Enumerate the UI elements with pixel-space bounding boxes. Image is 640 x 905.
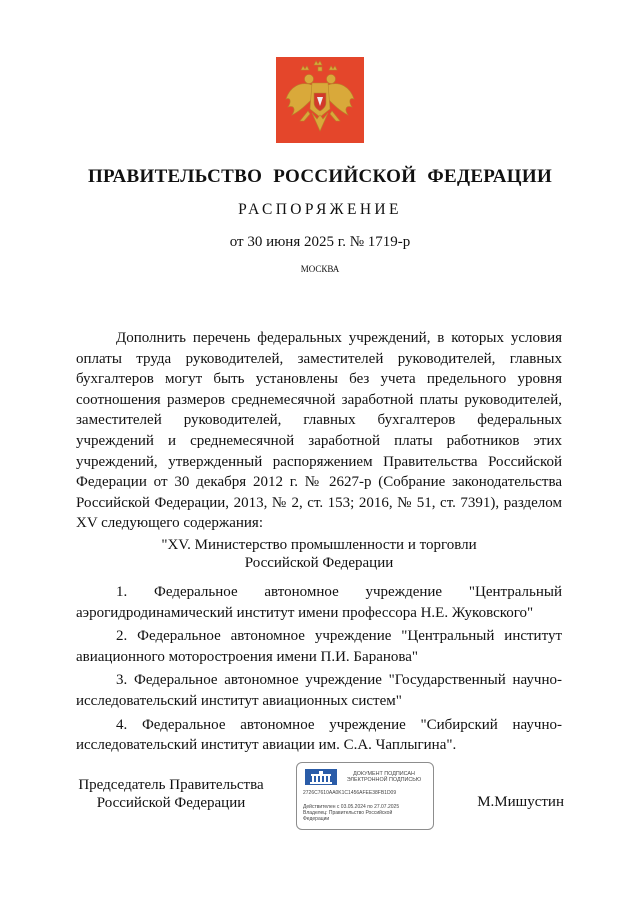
- list-item: 3. Федеральное автономное учреждение "Государственный научно-исследовательский институт авиационных систем": [76, 672, 562, 709]
- authority-title: ПРАВИТЕЛЬСТВО РОССИЙСКОЙ ФЕДЕРАЦИИ: [87, 166, 553, 187]
- coat-of-arms-icon: [276, 57, 364, 143]
- stamp-owner-line2: Федерации: [303, 815, 330, 822]
- section-title-line2: Российской Федерации: [244, 555, 394, 571]
- list-item: 1. Федеральное автономное учреждение "Центральный аэрогидродинамический институт имени профессора Н.Е. Жуковского": [76, 584, 562, 621]
- list-item: 4. Федеральное автономное учреждение "Сибирский научно-исследовательский институт авиации им. С.А. Чаплыгина".: [76, 716, 562, 754]
- stamp-header: [339, 771, 429, 784]
- stamp-owner: [303, 811, 392, 822]
- document-type: РАСПОРЯЖЕНИЕ: [238, 201, 402, 218]
- intro-paragraph: Дополнить перечень федеральных учреждений, в которых условия оплаты труда руководителей, заместителей руководителей, главных бухгалтеров могут быть установлены без учета предельного уровня соотношения размеров среднемесячной заработной платы руководителей, заместителей руководителей, главных бухгалтеров федеральных учреждений и среднемесячной заработной платы работников этих учреждений, утвержденный распоряжением Правительства Российской Федерации от 30 декабря 2012 г. № 2627-р (Собрание законодательства Российской Федерации, 2013, № 2, ст. 153; 2016, № 51, ст. 7391), разделом XV следующего содержания:: [76, 330, 562, 532]
- signer-title-line1: Председатель Правительства: [78, 777, 264, 793]
- signer-title: [76, 776, 266, 812]
- signer-title-line2: Российской Федерации: [96, 795, 246, 811]
- document-date-number: от 30 июня 2025 г. № 1719-р: [229, 234, 411, 250]
- signer-name: М.Мишустин: [477, 794, 564, 810]
- section-title-line1: "XV. Министерство промышленности и торговли: [161, 537, 477, 553]
- stamp-header-line1: ДОКУМЕНТ ПОДПИСАН: [353, 771, 415, 777]
- institution-list: [76, 582, 562, 759]
- document-city: МОСКВА: [300, 264, 340, 274]
- list-item: 2. Федеральное автономное учреждение "Центральный институт авиационного моторостроения имени П.И. Баранова": [76, 628, 562, 665]
- stamp-owner-line1: Владелец: Правительство Российской: [303, 810, 393, 816]
- stamp-validity: Действителен с 03.05.2024 по 27.07.2025: [303, 804, 400, 810]
- stamp-certificate: 2726C7610AA0K1C1456AFEE38FB1D09: [303, 790, 397, 796]
- stamp-header-line2: ЭЛЕКТРОННОЙ ПОДПИСЬЮ: [346, 777, 422, 784]
- government-building-icon: [305, 769, 337, 785]
- digital-signature-stamp: [296, 762, 434, 830]
- section-title: [76, 536, 562, 572]
